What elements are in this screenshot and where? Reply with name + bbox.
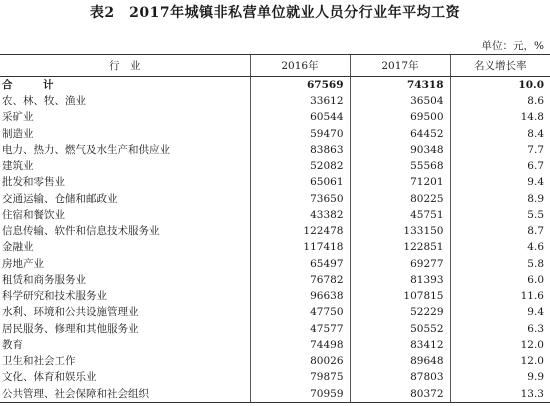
table-row bbox=[0, 369, 550, 385]
table-row bbox=[0, 191, 550, 207]
growth-rate-cell: 12.0 bbox=[450, 353, 550, 369]
header-row bbox=[0, 55, 550, 77]
industry-cell: 房地产业 bbox=[2, 257, 44, 270]
growth-rate-cell: 11.6 bbox=[450, 288, 550, 304]
wage-2017-cell: 71201 bbox=[350, 174, 450, 190]
industry-cell: 批发和零售业 bbox=[2, 176, 65, 189]
industry-cell: 制造业 bbox=[2, 127, 34, 140]
growth-rate-cell: 8.6 bbox=[450, 93, 550, 109]
table-row bbox=[0, 93, 550, 109]
table-body bbox=[0, 77, 550, 403]
growth-rate-cell: 8.9 bbox=[450, 191, 550, 207]
growth-rate-cell: 13.3 bbox=[450, 386, 550, 403]
column-header-2017: 2017年 bbox=[350, 55, 450, 77]
wage-2017-cell: 89648 bbox=[350, 353, 450, 369]
table-row bbox=[0, 158, 550, 174]
table-row bbox=[0, 126, 550, 142]
wage-2016-cell: 74498 bbox=[250, 337, 350, 353]
growth-rate-cell: 9.4 bbox=[450, 174, 550, 190]
growth-rate-cell: 6.0 bbox=[450, 272, 550, 288]
wage-2017-cell: 81393 bbox=[350, 272, 450, 288]
wage-2016-cell: 96638 bbox=[250, 288, 350, 304]
wage-2016-cell: 73650 bbox=[250, 191, 350, 207]
growth-rate-cell: 8.4 bbox=[450, 126, 550, 142]
wage-2016-cell: 52082 bbox=[250, 158, 350, 174]
wage-2017-cell: 80225 bbox=[350, 191, 450, 207]
wage-2017-cell: 50552 bbox=[350, 321, 450, 337]
industry-cell: 住宿和餐饮业 bbox=[2, 208, 65, 221]
growth-rate-cell: 6.7 bbox=[450, 158, 550, 174]
wage-table bbox=[0, 54, 550, 403]
wage-2016-cell: 65061 bbox=[250, 174, 350, 190]
wage-2016-cell: 83863 bbox=[250, 142, 350, 158]
unit-note: 单位：元，% bbox=[481, 40, 544, 52]
table-row bbox=[0, 288, 550, 304]
growth-rate-cell: 4.6 bbox=[450, 239, 550, 255]
wage-2016-cell: 70959 bbox=[250, 386, 350, 403]
growth-rate-cell: 8.7 bbox=[450, 223, 550, 239]
column-header-growth: 名义增长率 bbox=[450, 55, 550, 77]
industry-cell: 租赁和商务服务业 bbox=[2, 273, 86, 286]
growth-rate-cell: 9.4 bbox=[450, 304, 550, 320]
wage-2016-cell: 47577 bbox=[250, 321, 350, 337]
table-row bbox=[0, 109, 550, 125]
growth-rate-cell: 12.0 bbox=[450, 337, 550, 353]
table-row bbox=[0, 304, 550, 320]
wage-2017-cell: 80372 bbox=[350, 386, 450, 403]
table-row bbox=[0, 223, 550, 239]
wage-2017-cell: 52229 bbox=[350, 304, 450, 320]
wage-2017-cell: 69277 bbox=[350, 256, 450, 272]
industry-cell: 金融业 bbox=[2, 241, 34, 254]
growth-rate-cell: 14.8 bbox=[450, 109, 550, 125]
wage-2017-cell: 133150 bbox=[350, 223, 450, 239]
wage-2017-cell: 90348 bbox=[350, 142, 450, 158]
wage-2016-cell: 65497 bbox=[250, 256, 350, 272]
wage-2016-cell: 43382 bbox=[250, 207, 350, 223]
growth-rate-cell: 9.9 bbox=[450, 369, 550, 385]
wage-2017-cell: 74318 bbox=[350, 77, 450, 94]
table-row bbox=[0, 272, 550, 288]
wage-2016-cell: 33612 bbox=[250, 93, 350, 109]
industry-cell: 建筑业 bbox=[2, 160, 34, 173]
table-row bbox=[0, 174, 550, 190]
wage-2016-cell: 122478 bbox=[250, 223, 350, 239]
growth-rate-cell: 7.7 bbox=[450, 142, 550, 158]
table-row-total bbox=[0, 77, 550, 94]
column-header-industry: 行 业 bbox=[0, 55, 250, 77]
industry-cell: 水利、环境和公共设施管理业 bbox=[2, 306, 139, 319]
industry-cell: 教育 bbox=[2, 338, 23, 351]
wage-2016-cell: 60544 bbox=[250, 109, 350, 125]
wage-2017-cell: 122851 bbox=[350, 239, 450, 255]
wage-2016-cell: 67569 bbox=[250, 77, 350, 94]
growth-rate-cell: 10.0 bbox=[450, 77, 550, 94]
industry-cell: 卫生和社会工作 bbox=[2, 355, 76, 368]
wage-2017-cell: 55568 bbox=[350, 158, 450, 174]
wage-2016-cell: 47750 bbox=[250, 304, 350, 320]
industry-cell: 合 计 bbox=[2, 79, 64, 91]
table-row bbox=[0, 337, 550, 353]
industry-cell: 科学研究和技术服务业 bbox=[2, 290, 107, 303]
table-row bbox=[0, 386, 550, 403]
wage-2017-cell: 69500 bbox=[350, 109, 450, 125]
table-title: 表2 2017年城镇非私营单位就业人员分行业年平均工资 bbox=[89, 5, 461, 21]
wage-2017-cell: 36504 bbox=[350, 93, 450, 109]
industry-cell: 公共管理、社会保障和社会组织 bbox=[0, 386, 250, 403]
industry-cell: 交通运输、仓储和邮政业 bbox=[2, 192, 118, 205]
table-row bbox=[0, 256, 550, 272]
industry-cell: 电力、热力、燃气及水生产和供应业 bbox=[2, 143, 170, 156]
wage-2016-cell: 76782 bbox=[250, 272, 350, 288]
wage-2016-cell: 59470 bbox=[250, 126, 350, 142]
wage-2016-cell: 80026 bbox=[250, 353, 350, 369]
wage-2017-cell: 87803 bbox=[350, 369, 450, 385]
table-row bbox=[0, 142, 550, 158]
industry-cell: 居民服务、修理和其他服务业 bbox=[2, 322, 139, 335]
wage-2017-cell: 83412 bbox=[350, 337, 450, 353]
industry-cell: 农、林、牧、渔业 bbox=[2, 95, 86, 108]
table-row bbox=[0, 353, 550, 369]
table-row bbox=[0, 321, 550, 337]
industry-cell: 文化、体育和娱乐业 bbox=[2, 371, 97, 384]
column-header-2016: 2016年 bbox=[250, 55, 350, 77]
growth-rate-cell: 5.8 bbox=[450, 256, 550, 272]
industry-cell: 采矿业 bbox=[2, 111, 34, 124]
industry-cell: 信息传输、软件和信息技术服务业 bbox=[2, 225, 160, 238]
wage-2017-cell: 64452 bbox=[350, 126, 450, 142]
wage-2016-cell: 117418 bbox=[250, 239, 350, 255]
wage-2016-cell: 79875 bbox=[250, 369, 350, 385]
growth-rate-cell: 6.3 bbox=[450, 321, 550, 337]
growth-rate-cell: 5.5 bbox=[450, 207, 550, 223]
table-row bbox=[0, 207, 550, 223]
wage-2017-cell: 107815 bbox=[350, 288, 450, 304]
wage-2017-cell: 45751 bbox=[350, 207, 450, 223]
table-row bbox=[0, 239, 550, 255]
